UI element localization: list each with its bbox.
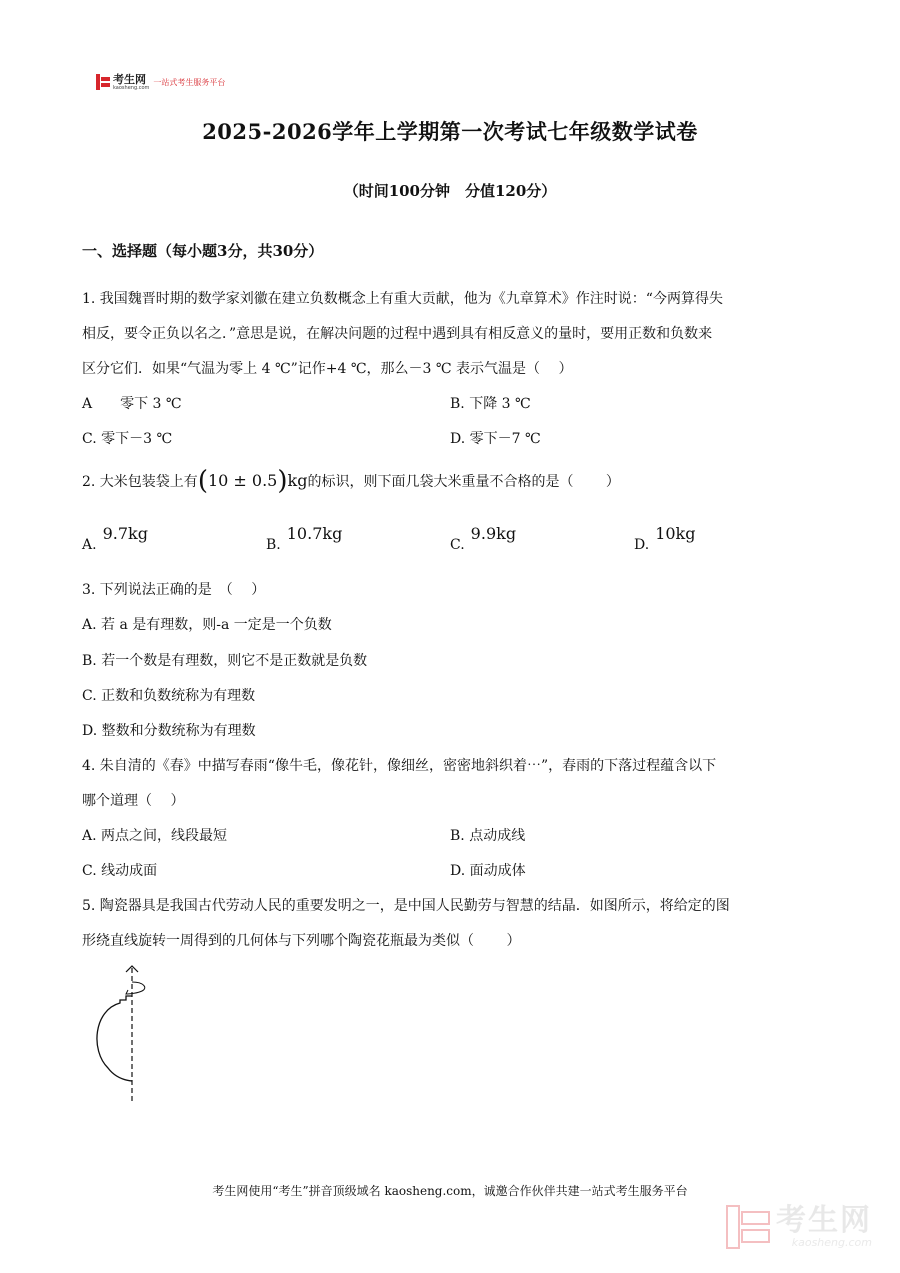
- watermark: [726, 1202, 872, 1249]
- q1-line-1: 1. 我国魏晋时期的数学家刘徽在建立负数概念上有重大贡献，他为《九章算术》作注时说：“今两算得失: [82, 291, 723, 307]
- q5-line-1: 5. 陶瓷器具是我国古代劳动人民的重要发明之一，是中国人民勤劳与智慧的结晶．如图所示，将给定的图: [82, 898, 730, 914]
- q2-option-letter: B.: [266, 537, 281, 553]
- q3-option-a: A. 若 a 是有理数，则-a 一定是一个负数: [82, 617, 332, 633]
- q2-math-inner: 10 ± 0.5: [207, 471, 278, 490]
- q2-math-close: ): [277, 466, 288, 496]
- q2-option-value: 9.7kg: [102, 524, 148, 543]
- watermark-name: 考生网: [776, 1202, 872, 1238]
- q1-option-a: A 零下 3 ℃: [82, 396, 182, 412]
- q5-rotation-figure: [82, 960, 162, 1110]
- q2-option-b: [266, 524, 343, 553]
- logo-domain: kaosheng.com: [113, 84, 150, 91]
- q3-option-c: C. 正数和负数统称为有理数: [82, 688, 256, 704]
- q2-math-open: (: [197, 466, 208, 496]
- q1-option-c: C. 零下－3 ℃: [82, 431, 173, 447]
- q2-option-value: 10.7kg: [286, 524, 343, 543]
- page-title: 2025-2026学年上学期第一次考试七年级数学试卷: [202, 119, 698, 144]
- exam-info: （时间100分钟 分值120分）: [343, 182, 557, 200]
- header-logo[interactable]: [96, 72, 225, 92]
- q2-option-value: 10kg: [655, 524, 696, 543]
- q1-option-b: B. 下降 3 ℃: [450, 396, 531, 412]
- q2-option-d: [634, 524, 696, 553]
- q3-stem: 3. 下列说法正确的是 （ ）: [82, 582, 266, 598]
- q3-option-d: D. 整数和分数统称为有理数: [82, 723, 256, 739]
- kaosheng-logo-icon: [96, 74, 110, 90]
- section-heading: 一、选择题（每小题3分，共30分）: [82, 242, 324, 260]
- q3-option-b: B. 若一个数是有理数，则它不是正数就是负数: [82, 653, 368, 669]
- q2-option-c: [450, 524, 517, 553]
- page-footer: 考生网使用“考生”拼音顶级域名 kaosheng.com，诚邀合作伙伴共建一站式考生服务平台: [212, 1184, 688, 1198]
- q4-line-2: 哪个道理（ ）: [82, 793, 185, 809]
- vase-profile: [97, 996, 132, 1081]
- q1-option-d: D. 零下－7 ℃: [450, 431, 541, 447]
- q2-option-letter: D.: [634, 537, 650, 553]
- q5-line-2: 形绕直线旋转一周得到的几何体与下列哪个陶瓷花瓶最为类似（ ）: [82, 933, 521, 949]
- q4-line-1: 4. 朱自清的《春》中描写春雨“像牛毛，像花针，像细丝，密密地斜织着⋯”，春雨的下落过程蕴含以下: [82, 758, 717, 774]
- q2-option-letter: A.: [82, 537, 97, 553]
- logo-name: 考生网: [113, 72, 146, 86]
- q4-option-d: D. 面动成体: [450, 863, 526, 879]
- q2-stem-prefix: 2. 大米包装袋上有: [82, 474, 198, 490]
- q4-option-c: C. 线动成面: [82, 863, 158, 879]
- q1-line-2: 相反，要令正负以名之．”意思是说，在解决问题的过程中遇到具有相反意义的量时，要用正数和负数来: [82, 326, 713, 342]
- q2-stem-suffix: 的标识，则下面几袋大米重量不合格的是（ ）: [307, 474, 620, 490]
- watermark-logo-icon: [726, 1205, 770, 1249]
- q4-option-b: B. 点动成线: [450, 828, 526, 844]
- q4-option-a: A. 两点之间，线段最短: [82, 828, 228, 844]
- q2-option-value: 9.9kg: [470, 524, 517, 543]
- logo-slogan: 一站式考生服务平台: [153, 77, 226, 87]
- q2-stem: [82, 466, 620, 496]
- rotation-arrow-icon: [126, 982, 145, 994]
- watermark-domain: kaosheng.com: [791, 1235, 872, 1249]
- q2-option-a: [82, 524, 148, 553]
- q2-math-unit: kg: [287, 471, 308, 490]
- q1-line-3: 区分它们．如果“气温为零上 4 ℃”记作+4 ℃，那么－3 ℃ 表示气温是（ ）: [82, 361, 573, 377]
- q2-option-letter: C.: [450, 537, 465, 553]
